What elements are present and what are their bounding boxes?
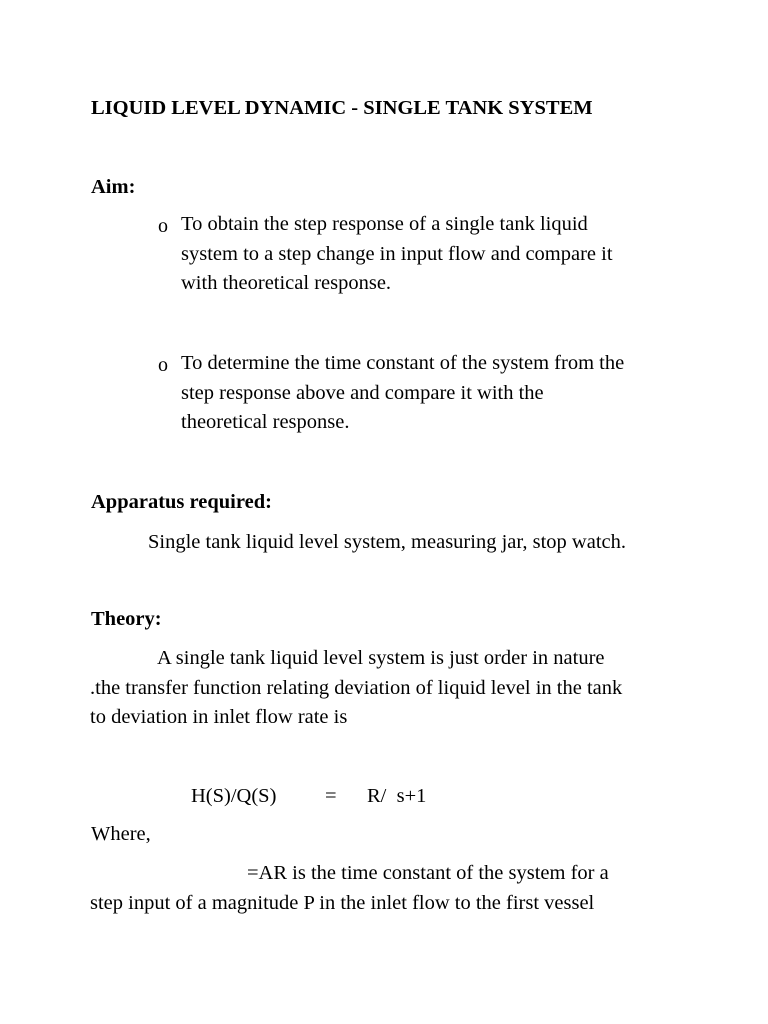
bullet-marker: o	[158, 354, 168, 376]
theory-line-2: .the transfer function relating deviation of liquid level in the tank	[90, 676, 623, 699]
aim-item-1-line-3: with theoretical response.	[181, 272, 392, 294]
theory-heading: Theory:	[91, 608, 162, 630]
where-paragraph	[90, 859, 609, 918]
where-line-2: step input of a magnitude P in the inlet flow to the first vessel	[90, 891, 595, 914]
apparatus-heading: Apparatus required:	[91, 491, 272, 513]
equation-rhs: R/ s+1	[367, 785, 427, 807]
theory-line-3: to deviation in inlet flow rate is	[90, 706, 348, 728]
where-label: Where,	[91, 823, 151, 845]
aim-item-2-line-2: step response above and compare it with the	[181, 381, 544, 404]
bullet-marker: o	[158, 215, 168, 237]
equation-equals: =	[325, 785, 337, 807]
aim-item-2	[181, 349, 701, 438]
where-line-1: =AR is the time constant of the system for a	[247, 862, 609, 884]
aim-item-2-line-3: theoretical response.	[181, 411, 350, 433]
aim-heading: Aim:	[91, 176, 136, 198]
theory-paragraph	[90, 644, 622, 733]
aim-item-2-line-1: To determine the time constant of the system from the	[181, 352, 625, 374]
theory-line-1: A single tank liquid level system is just order in nature	[157, 647, 605, 669]
aim-item-1	[181, 210, 701, 299]
aim-item-1-line-1: To obtain the step response of a single tank liquid	[181, 213, 588, 235]
aim-item-1-line-2: system to a step change in input flow and compare it	[181, 242, 613, 265]
document-title: LIQUID LEVEL DYNAMIC - SINGLE TANK SYSTEM	[91, 97, 593, 119]
equation-lhs: H(S)/Q(S)	[191, 785, 277, 807]
apparatus-text: Single tank liquid level system, measuring jar, stop watch.	[148, 531, 626, 553]
